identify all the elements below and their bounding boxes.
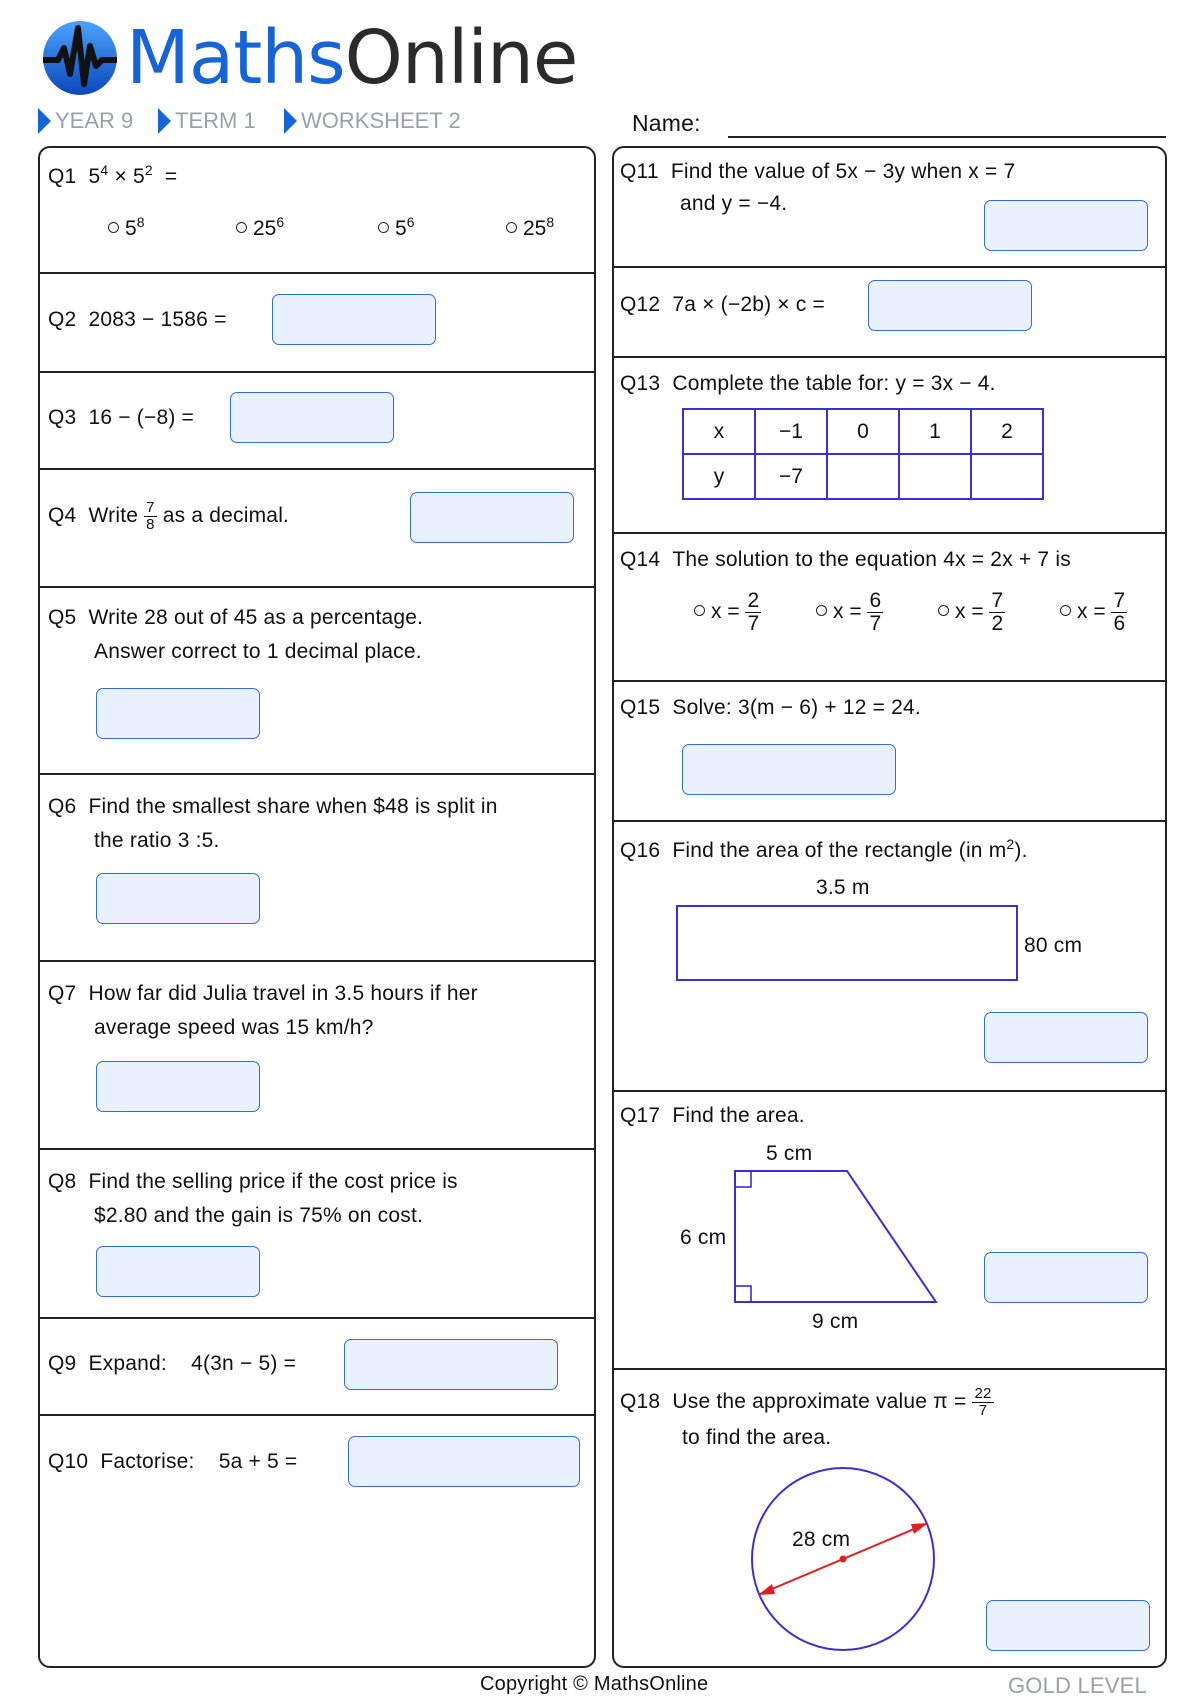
q1-option-4[interactable]: $25^8$ [506, 214, 554, 241]
table-header-cell: x [683, 409, 755, 454]
divider [614, 532, 1165, 534]
name-field-line[interactable] [728, 136, 1166, 138]
divider [614, 356, 1165, 358]
q1-option-2[interactable]: $25^6$ [236, 214, 284, 241]
q5-question: Q5 Write 28 out of 45 as a percentage. [48, 606, 424, 629]
q11-answer-box[interactable] [984, 200, 1148, 251]
q6-question: Q6 Find the smallest share when $48 is split in [48, 795, 498, 818]
divider [40, 960, 594, 962]
footer-level: GOLD LEVEL [1008, 1673, 1147, 1698]
q5-question-line2: Answer correct to 1 decimal place. [94, 640, 422, 663]
divider [40, 468, 594, 470]
q8-question-line2: $2.80 and the gain is 75% on cost. [94, 1204, 424, 1227]
q1-option-1[interactable]: $5^8$ [108, 214, 144, 241]
q10-question: Q10 Factorise: 5a + 5 = [48, 1450, 298, 1473]
q2-question: Q2 2083 − 1586 = [48, 308, 227, 331]
name-label: Name: [632, 110, 701, 136]
q18-diameter-label: 28 cm [792, 1528, 851, 1551]
q1-question: Q1 $5^4 \times 5^2$ = [48, 162, 178, 188]
divider [614, 820, 1165, 822]
q14-question: Q14 The solution to the equation 4x = 2x + 7 is [620, 548, 1071, 571]
radio-circle-icon [506, 222, 517, 233]
q6-question-line2: the ratio 3 :5. [94, 829, 220, 852]
q12-question: Q12 7a × (−2b) × c = [620, 293, 826, 316]
divider [40, 272, 594, 274]
footer-copyright: Copyright © MathsOnline [480, 1673, 709, 1695]
q11-question-line2: and y = −4. [680, 192, 788, 215]
q14-option-4[interactable]: x = $\frac{7}{6}$ [1060, 590, 1127, 635]
breadcrumb-term: TERM 1 [158, 106, 256, 136]
radio-circle-icon [938, 605, 949, 616]
breadcrumb-arrow-icon [284, 108, 297, 134]
table-cell: −1 [755, 409, 827, 454]
q7-answer-box[interactable] [96, 1061, 260, 1112]
q17-bottom-label: 9 cm [812, 1310, 859, 1333]
divider [614, 680, 1165, 682]
brand-title: MathsOnline [126, 15, 578, 101]
q13-value-table [682, 408, 1044, 500]
q10-answer-box[interactable] [348, 1436, 580, 1487]
q6-answer-box[interactable] [96, 873, 260, 924]
divider [614, 1090, 1165, 1092]
q5-answer-box[interactable] [96, 688, 260, 739]
breadcrumb-year: YEAR 9 [38, 106, 133, 136]
divider [614, 1368, 1165, 1370]
q8-question: Q8 Find the selling price if the cost price is [48, 1170, 458, 1193]
q16-width-label: 3.5 m [816, 876, 870, 899]
q11-question: Q11 Find the value of 5x − 3y when x = 7 [620, 160, 1016, 183]
q15-answer-box[interactable] [682, 744, 896, 795]
divider [40, 1317, 594, 1319]
q8-answer-box[interactable] [96, 1246, 260, 1297]
table-cell: −7 [755, 454, 827, 499]
radio-circle-icon [378, 222, 389, 233]
table-answer-cell[interactable] [971, 454, 1043, 499]
q9-answer-box[interactable] [344, 1339, 558, 1390]
breadcrumb-worksheet: WORKSHEET 2 [284, 106, 461, 136]
q7-question: Q7 How far did Julia travel in 3.5 hours if her [48, 982, 478, 1005]
divider [614, 266, 1165, 268]
q3-answer-box[interactable] [230, 392, 394, 443]
q17-answer-box[interactable] [984, 1252, 1148, 1303]
q15-question: Q15 Solve: 3(m − 6) + 12 = 24. [620, 696, 921, 719]
q4-answer-box[interactable] [410, 492, 574, 543]
breadcrumb-arrow-icon [158, 108, 171, 134]
table-answer-cell[interactable] [827, 454, 899, 499]
q13-question: Q13 Complete the table for: y = 3x − 4. [620, 372, 996, 395]
q18-circle-figure [748, 1464, 938, 1654]
divider [40, 586, 594, 588]
divider [40, 1414, 594, 1416]
q18-question-line2: to find the area. [682, 1426, 832, 1449]
q17-question: Q17 Find the area. [620, 1104, 805, 1127]
breadcrumb-arrow-icon [38, 108, 51, 134]
q17-trapezium-figure [730, 1166, 940, 1306]
q7-question-line2: average speed was 15 km/h? [94, 1016, 374, 1039]
q16-rectangle-figure [676, 905, 1018, 981]
table-cell: 0 [827, 409, 899, 454]
table-answer-cell[interactable] [899, 454, 971, 499]
q18-answer-box[interactable] [986, 1600, 1150, 1651]
table-cell: 2 [971, 409, 1043, 454]
radio-circle-icon [816, 605, 827, 616]
q16-answer-box[interactable] [984, 1012, 1148, 1063]
table-header-cell: y [683, 454, 755, 499]
q9-question: Q9 Expand: 4(3n − 5) = [48, 1352, 297, 1375]
q14-option-3[interactable]: x = $\frac{7}{2}$ [938, 590, 1005, 635]
radio-circle-icon [108, 222, 119, 233]
q17-side-label: 6 cm [680, 1226, 727, 1249]
q2-answer-box[interactable] [272, 294, 436, 345]
q14-option-1[interactable]: x = $\frac{2}{7}$ [694, 590, 761, 635]
divider [40, 773, 594, 775]
q17-top-label: 5 cm [766, 1142, 813, 1165]
mathsonline-logo-icon [40, 18, 120, 98]
table-cell: 1 [899, 409, 971, 454]
q1-option-3[interactable]: $5^6$ [378, 214, 414, 241]
q18-question: Q18 Use the approximate value π = $\frac{22}{7}$ [620, 1385, 992, 1419]
q16-question: Q16 Find the area of the rectangle (in $m^2$). [620, 836, 1028, 862]
q4-question: Q4 Write $\frac{7}{8}$ as a decimal. [48, 499, 290, 533]
divider [40, 1148, 594, 1150]
q12-answer-box[interactable] [868, 280, 1032, 331]
divider [40, 371, 594, 373]
q14-option-2[interactable]: x = $\frac{6}{7}$ [816, 590, 883, 635]
radio-circle-icon [1060, 605, 1071, 616]
radio-circle-icon [694, 605, 705, 616]
radio-circle-icon [236, 222, 247, 233]
q16-height-label: 80 cm [1024, 934, 1083, 957]
q3-question: Q3 16 − (−8) = [48, 406, 195, 429]
